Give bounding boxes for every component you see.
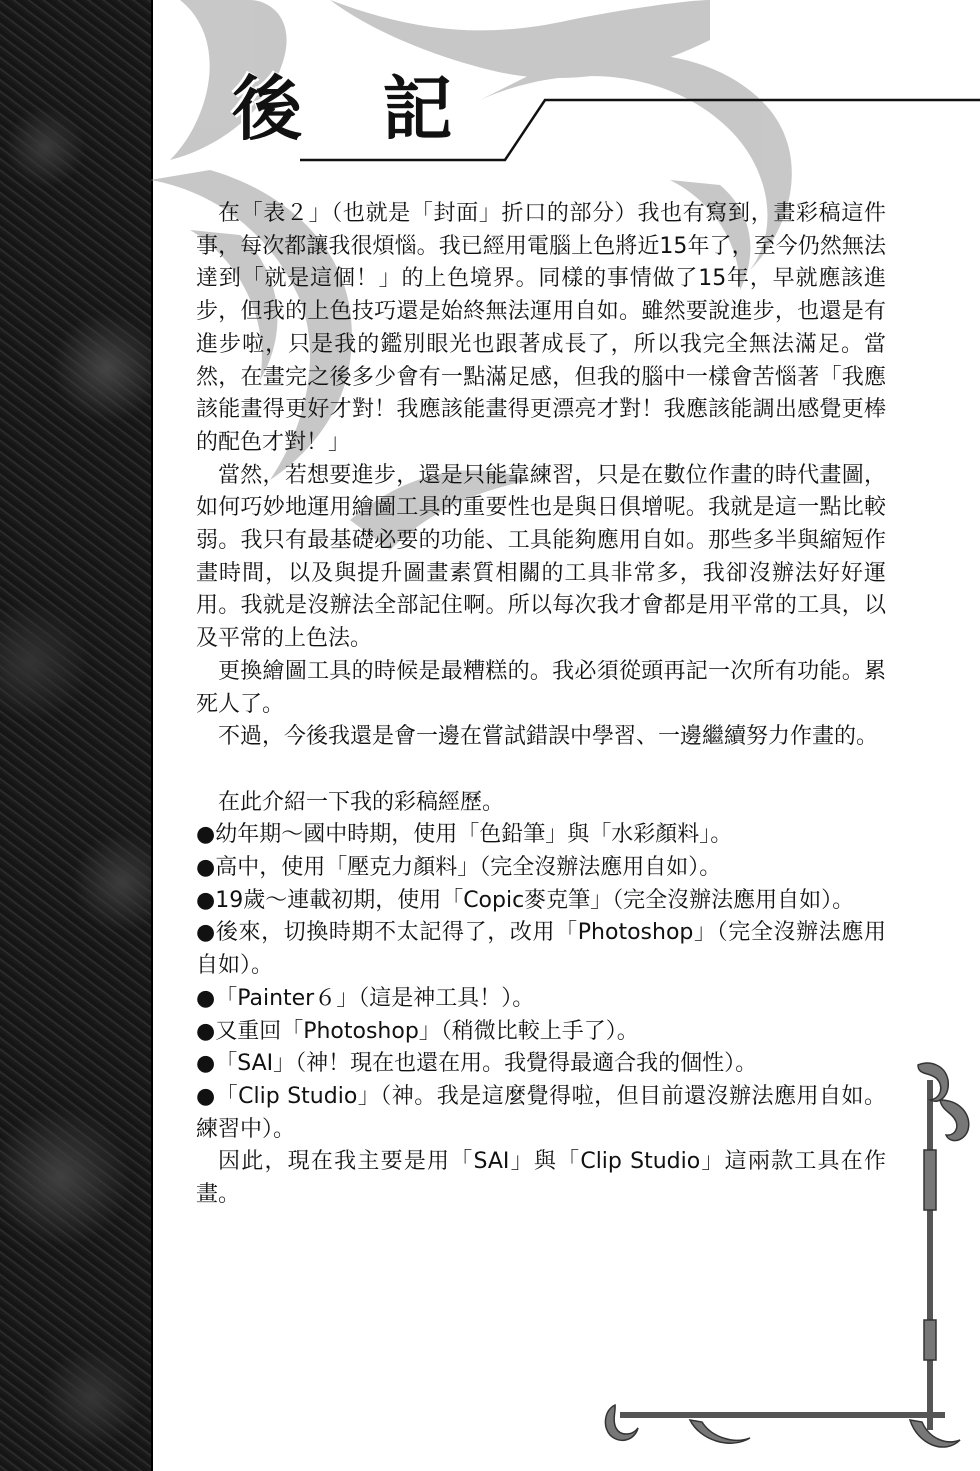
history-item: ●19歲～連載初期，使用「Copic麥克筆」（完全沒辦法應用自如）。 <box>196 887 855 913</box>
history-item: ●後來，切換時期不太記得了，改用「Photoshop」（完全沒辦法應用自如）。 <box>196 920 886 979</box>
history-item: ●幼年期～國中時期，使用「色鉛筆」與「水彩顏料」。 <box>196 822 733 848</box>
paragraph: 在「表２」（也就是「封面」折口的部分）我也有寫到，畫彩稿這件事，每次都讓我很煩惱。我已經用電腦上色將近15年了，至今仍然無法達到「就是這個！」的上色境界。同樣的事情做了15年，早就應該進步，但我的上色技巧還是始終無法運用自如。雖然要說進步，也還是有進步啦，只是我的鑑別眼光也跟著成長了，所以我完全無法滿足。當然，在畫完之後多少會有一點滿足感，但我的腦中一樣會苦惱著「我應該能畫得更好才對！我應該能畫得更漂亮才對！我應該能調出感覺更棒的配色才對！」 <box>196 201 886 455</box>
history-item: ●又重回「Photoshop」（稍微比較上手了）。 <box>196 1018 639 1044</box>
history-item: ●高中，使用「壓克力顏料」（完全沒辦法應用自如）。 <box>196 855 722 881</box>
closing-paragraph: 因此，現在我主要是用「SAI」與「Clip Studio」這兩款工具在作畫。 <box>196 1149 886 1208</box>
title-underline-decoration <box>0 0 980 200</box>
spacer <box>196 754 886 787</box>
decorative-left-strip <box>0 0 153 1471</box>
history-item: ●「Painter６」（這是神工具！）。 <box>196 985 535 1011</box>
decorative-corner-frame <box>600 1060 980 1471</box>
history-item: ●「Clip Studio」（神。我是這麼覺得啦，但目前還沒辦法應用自如。練習中）。 <box>196 1083 886 1142</box>
history-intro: 在此介紹一下我的彩稿經歷。 <box>218 789 505 815</box>
paragraph: 不過，今後我還是會一邊在嘗試錯誤中學習、一邊繼續努力作畫的。 <box>218 724 879 750</box>
paragraph: 當然，若想要進步，還是只能靠練習，只是在數位作畫的時代畫圖，如何巧妙地運用繪圖工具的重要性也是與日俱增呢。我就是這一點比較弱。我只有最基礎必要的功能、工具能夠應用自如。那些多半與縮短作畫時間，以及與提升圖畫素質相關的工具非常多，我卻沒辦法好好運用。我就是沒辦法全部記住啊。所以每次我才會都是用平常的工具，以及平常的上色法。 <box>196 462 886 652</box>
page-title: 後 記 <box>232 67 481 150</box>
history-item: ●「SAI」（神！現在也還在用。我覺得最適合我的個性）。 <box>196 1051 758 1077</box>
paragraph: 更換繪圖工具的時候是最糟糕的。我必須從頭再記一次所有功能。累死人了。 <box>196 658 886 717</box>
